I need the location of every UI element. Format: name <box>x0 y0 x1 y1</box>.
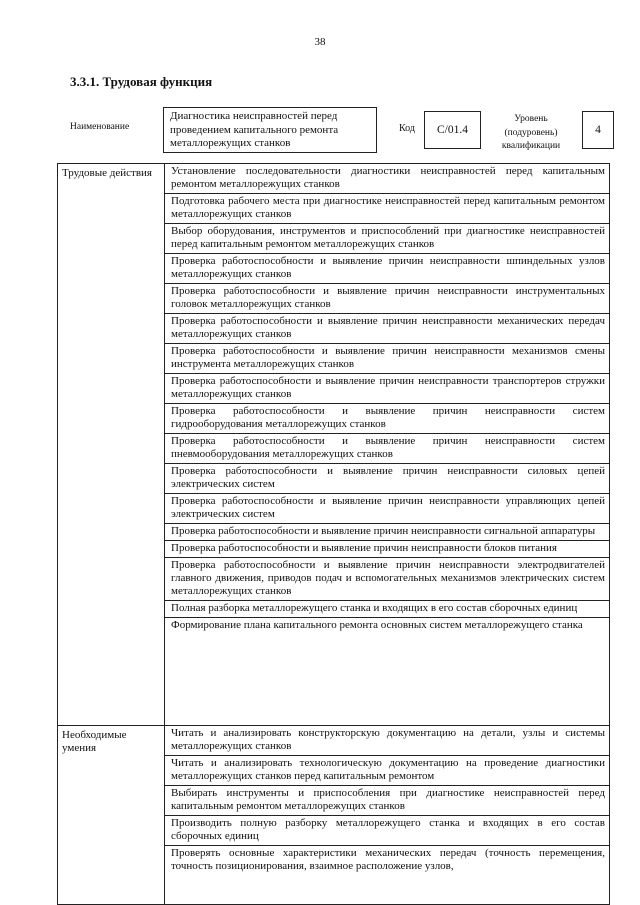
labor-action-item: Проверка работоспособности и выявление причин неисправности механических передач металлорежущих станков <box>165 314 609 344</box>
labor-action-item: Установление последовательности диагностики неисправностей перед капитальным ремонтом металлорежущих станков <box>165 164 609 194</box>
qualification-level-label: Уровень (подуровень) квалификации <box>501 114 561 151</box>
requirements-table <box>57 163 610 905</box>
required-skills-list <box>165 726 610 905</box>
qualification-level-box: 4 <box>582 111 614 149</box>
labor-action-item: Выбор оборудования, инструментов и приспособлений при диагностике неисправностей перед капитальным ремонтом металлорежущих станков <box>165 224 609 254</box>
code-value-box: С/01.4 <box>424 111 481 149</box>
function-name-box: Диагностика неисправностей перед проведением капитального ремонта металлорежущих станков <box>163 107 377 153</box>
required-skills-label: Необходимые умения <box>58 726 165 905</box>
labor-action-item: Проверка работоспособности и выявление причин неисправности сигнальной аппаратуры <box>165 524 609 541</box>
skill-item: Читать и анализировать конструкторскую документацию на детали, узлы и системы металлорежущих станков <box>165 726 609 756</box>
skill-item: Выбирать инструменты и приспособления при диагностике неисправностей перед капитальным ремонтом металлорежущих станков <box>165 786 609 816</box>
required-skills-row <box>58 726 610 905</box>
labor-action-item: Проверка работоспособности и выявление причин неисправности механизмов смены инструмента металлорежущих станков <box>165 344 609 374</box>
labor-action-item: Проверка работоспособности и выявление причин неисправности систем пневмооборудования металлорежущих станков <box>165 434 609 464</box>
section-title: 3.3.1. Трудовая функция <box>70 74 213 89</box>
labor-action-item: Проверка работоспособности и выявление причин неисправности систем гидрооборудования металлорежущих станков <box>165 404 609 434</box>
code-label: Код <box>399 123 415 134</box>
function-header <box>0 107 640 159</box>
labor-action-item: Подготовка рабочего места при диагностике неисправностей перед капитальным ремонтом металлорежущих станков <box>165 194 609 224</box>
labor-actions-list <box>165 164 610 726</box>
labor-action-item: Проверка работоспособности и выявление причин неисправности силовых цепей электрических систем <box>165 464 609 494</box>
page-number: 38 <box>314 36 326 48</box>
labor-actions-row <box>58 164 610 726</box>
skill-item: Проверять основные характеристики механических передач (точность перемещения, точность позиционирования, взаимное расположение узлов, <box>171 847 605 872</box>
labor-actions-label: Трудовые действия <box>58 164 165 726</box>
labor-action-item: Проверка работоспособности и выявление причин неисправности транспортеров стружки металлорежущих станков <box>165 374 609 404</box>
labor-action-item: Проверка работоспособности и выявление причин неисправности инструментальных головок металлорежущих станков <box>165 284 609 314</box>
labor-action-item: Проверка работоспособности и выявление причин неисправности шпиндельных узлов металлорежущих станков <box>165 254 609 284</box>
skill-item: Читать и анализировать технологическую документацию на проведение диагностики металлорежущих станков перед капитальным ремонтом <box>165 756 609 786</box>
labor-action-item: Проверка работоспособности и выявление причин неисправности управляющих цепей электрических систем <box>165 494 609 524</box>
labor-action-item: Проверка работоспособности и выявление причин неисправности электродвигателей главного движения, приводов подач и вспомогательных механизмов электрических систем металлорежущих станков <box>165 558 609 601</box>
name-label: Наименование <box>70 122 130 132</box>
skill-item: Производить полную разборку металлорежущего станка и входящих в его состав сборочных единиц <box>165 816 609 846</box>
labor-action-item: Полная разборка металлорежущего станка и входящих в его состав сборочных единиц <box>165 601 609 618</box>
labor-action-item: Проверка работоспособности и выявление причин неисправности блоков питания <box>165 541 609 558</box>
labor-action-item: Формирование плана капитального ремонта основных систем металлорежущего станка <box>171 619 583 631</box>
